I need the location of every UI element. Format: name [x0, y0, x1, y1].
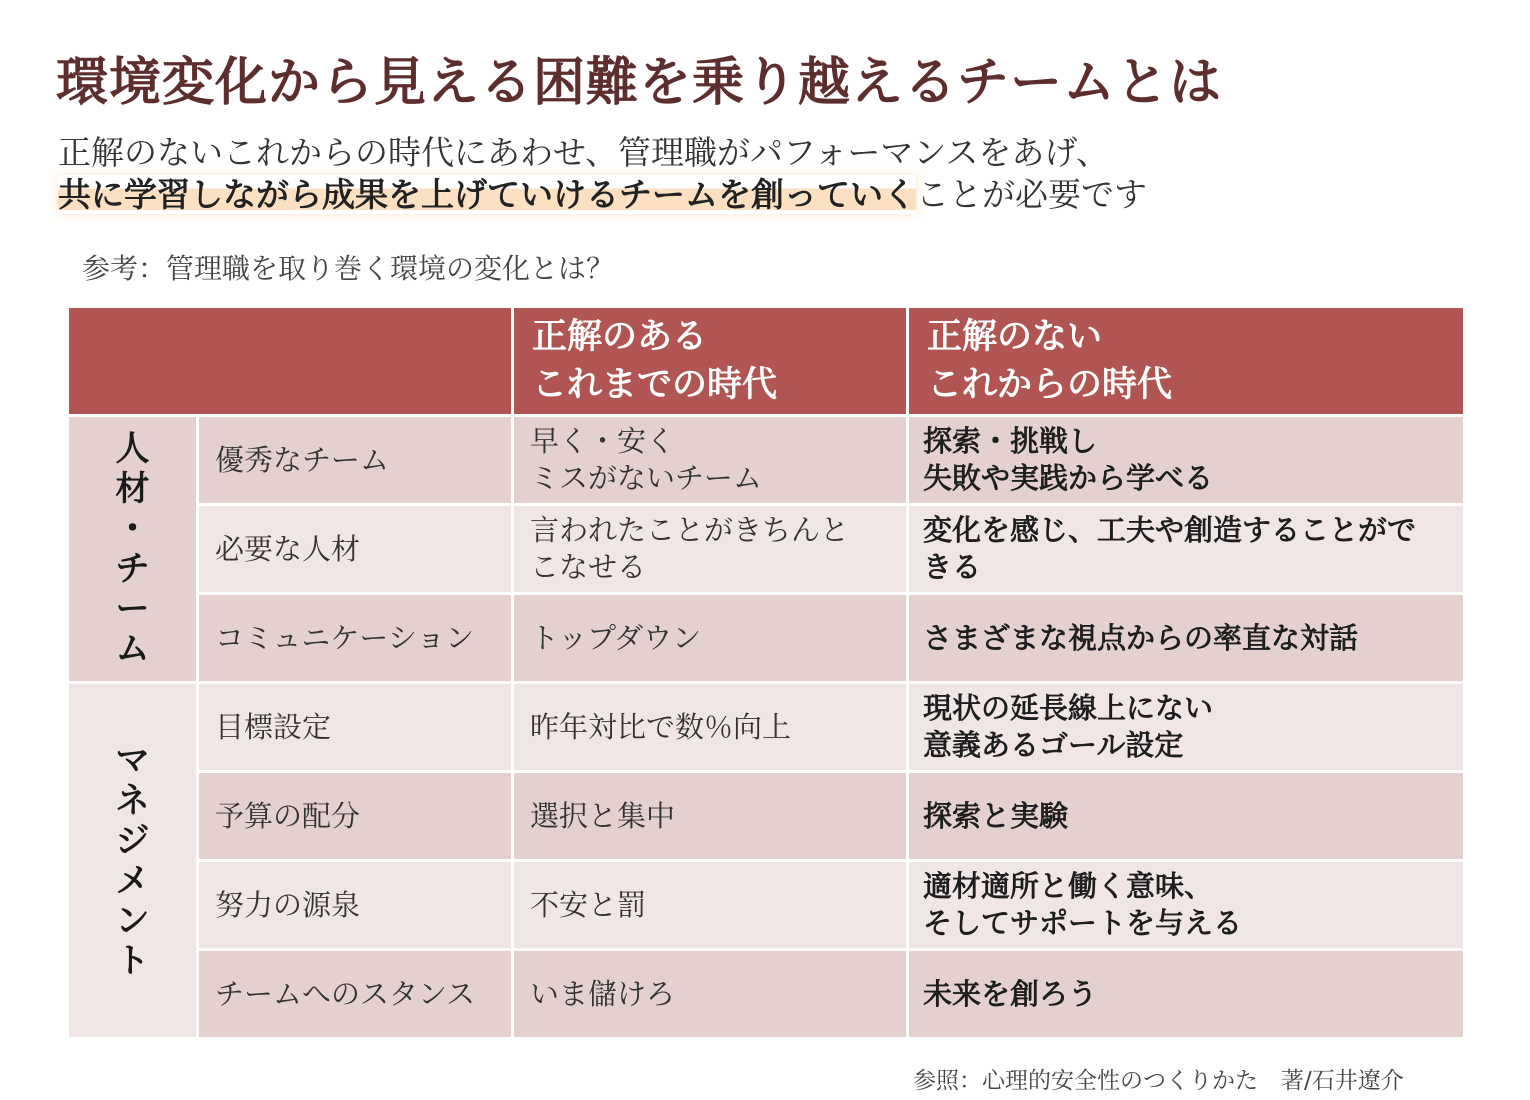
table-row [68, 772, 1465, 861]
group-label-people-team [68, 416, 198, 683]
table-row [68, 594, 1465, 683]
group-label-char: ー [115, 589, 150, 629]
row-new [908, 772, 1465, 861]
row-old-line: 昨年対比で数％向上 [530, 709, 792, 744]
reference-label: 参考：管理職を取り巻く環境の変化とは？ [82, 252, 615, 285]
row-old-line: 選択と集中 [530, 798, 676, 833]
row-item: コミュニケーション [198, 594, 513, 683]
group-label-char: ム [115, 629, 150, 669]
row-new-line: きる [923, 550, 982, 584]
row-old [513, 772, 908, 861]
page-title: 環境変化から見える困難を乗り越えるチームとは [56, 53, 1223, 113]
group-label-char: チ [115, 549, 150, 589]
group-label-char: ・ [115, 509, 150, 549]
group-label-char: ン [115, 900, 150, 941]
intro-highlight: 共に学習しながら成果を上げていけるチームを創っていく [58, 175, 916, 214]
row-old [513, 950, 908, 1039]
row-old-line: 早く・安く [530, 424, 676, 458]
header-old-line-1: 正解のある [532, 317, 708, 357]
row-new-line: そしてサポートを与える [923, 906, 1243, 940]
row-item: 目標設定 [198, 683, 513, 772]
row-new [908, 505, 1465, 594]
header-new-era [908, 307, 1465, 416]
group-label-char: ネ [115, 780, 150, 821]
header-new-line-1: 正解のない [927, 317, 1103, 357]
table-row [68, 505, 1465, 594]
row-new [908, 683, 1465, 772]
row-new [908, 594, 1465, 683]
row-old-line: トップダウン [530, 620, 702, 655]
group-label-char: ジ [115, 820, 150, 861]
table-header-row [68, 307, 1465, 416]
row-new-line: 探索・挑戦し [923, 424, 1098, 458]
table-row [68, 861, 1465, 950]
group-label-char: マ [115, 740, 150, 781]
row-new-line: 変化を感じ、工夫や創造することがで [923, 513, 1417, 547]
row-item: 必要な人材 [198, 505, 513, 594]
row-new [908, 950, 1465, 1039]
row-old [513, 505, 908, 594]
row-item: 予算の配分 [198, 772, 513, 861]
row-old [513, 594, 908, 683]
table-row [68, 416, 1465, 505]
header-old-era [513, 307, 908, 416]
intro-text [58, 132, 1147, 216]
intro-line-1: 正解のないこれからの時代にあわせ、管理職がパフォーマンスをあげ、 [58, 133, 1110, 172]
row-new-line: 探索と実験 [923, 798, 1069, 833]
header-new-line-2: これからの時代 [927, 365, 1173, 405]
row-old-line: 言われたことがきちんと [530, 513, 850, 547]
row-item: 優秀なチーム [198, 416, 513, 505]
header-blank [68, 307, 513, 416]
row-item: チームへのスタンス [198, 950, 513, 1039]
row-old-line: 不安と罰 [530, 887, 647, 922]
row-old [513, 861, 908, 950]
comparison-table [66, 305, 1466, 1040]
row-item: 努力の源泉 [198, 861, 513, 950]
row-new-line: 意義あるゴール設定 [923, 728, 1184, 762]
row-new-line: 失敗や実践から学べる [923, 461, 1214, 495]
table-row [68, 683, 1465, 772]
table-row [68, 950, 1465, 1039]
row-old-line: こなせる [530, 550, 647, 584]
group-label-char: 人 [115, 429, 150, 469]
row-old-line: ミスがないチーム [530, 461, 763, 495]
intro-line-2 [58, 174, 1147, 216]
group-label-char: 材 [115, 469, 150, 509]
header-old-line-2: これまでの時代 [532, 365, 778, 405]
row-new-line: 適材適所と働く意味、 [923, 869, 1214, 903]
row-old-line: いま儲けろ [530, 976, 676, 1011]
group-label-management [68, 683, 198, 1039]
row-new-line: 未来を創ろう [923, 976, 1098, 1011]
row-old [513, 416, 908, 505]
source-citation: 参照：心理的安全性のつくりかた 著/石井遼介 [913, 1068, 1404, 1094]
row-new-line: 現状の延長線上にない [923, 691, 1214, 725]
row-new [908, 416, 1465, 505]
row-old [513, 683, 908, 772]
row-new [908, 861, 1465, 950]
group-label-char: メ [115, 860, 150, 901]
group-label-char: ト [115, 940, 150, 981]
intro-line-2-rest: ことが必要です [916, 175, 1147, 214]
row-new-line: さまざまな視点からの率直な対話 [923, 620, 1359, 655]
